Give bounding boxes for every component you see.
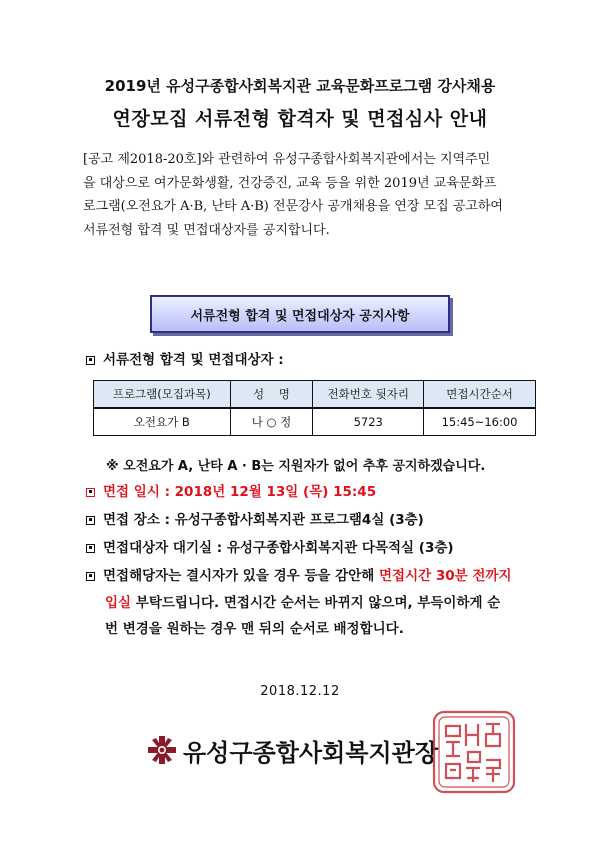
table-cell: 오전요가 B <box>94 408 231 436</box>
table-cell: 5723 <box>313 408 424 436</box>
notice-box-label: 서류전형 합격 및 면접대상자 공지사항 <box>190 308 410 324</box>
notice-date: 2018.12.12 <box>260 684 340 699</box>
title-line-1: 2019년 유성구종합사회복지관 교육문화프로그램 강사채용 <box>104 77 496 95</box>
intro-line: 을 대상으로 여가문화생활, 건강증진, 교육 등을 위한 2019년 교육문화프 <box>83 175 497 191</box>
notice-box <box>150 295 450 333</box>
instruction-highlight-entry: 입실 <box>105 595 132 611</box>
instruction-highlight: 면접시간 30분 전까지 <box>378 568 512 584</box>
official-seal-stamp <box>430 708 518 796</box>
interview-date-text: 면접 일시 : 2018년 12월 13일 (목) 15:45 <box>103 484 377 500</box>
table-header-row <box>94 381 536 409</box>
table-row <box>94 408 536 436</box>
table-cell: 15:45~16:00 <box>424 408 536 436</box>
note-text: ※ 오전요가 A, 난타 A · B는 지원자가 없어 추후 공지하겠습니다. <box>106 459 486 474</box>
candidate-table <box>93 380 536 436</box>
title-line-2: 연장모집 서류전형 합격자 및 면접심사 안내 <box>112 108 488 130</box>
square-bullet-icon <box>86 488 95 497</box>
instruction-item <box>86 564 512 584</box>
square-bullet-icon <box>86 572 95 581</box>
column-header: 성 명 <box>230 381 313 409</box>
instruction-text-a: 면접해당자는 결시자가 있을 경우 등을 감안해 <box>103 568 379 584</box>
caritas-logo-icon <box>147 735 177 765</box>
intro-line: 로그램(오전요가 A·B, 난타 A·B) 전문강사 공개채용을 연장 모집 공고하여 <box>83 199 503 214</box>
intro-line: 서류전형 합격 및 면접대상자를 공지합니다. <box>83 222 330 238</box>
table-cell: 나 ○ 정 <box>230 408 313 436</box>
section-heading-text: 서류전형 합격 및 면접대상자 : <box>103 352 284 368</box>
instruction-text-b: 부탁드립니다. 면접시간 순서는 바뀌지 않으며, 부득이하게 순 <box>131 595 501 611</box>
instruction-line-2 <box>105 591 500 611</box>
interview-date-item <box>86 480 376 500</box>
square-bullet-icon <box>86 516 95 525</box>
column-header: 전화번호 뒷자리 <box>313 381 424 409</box>
interview-place-text: 면접 장소 : 유성구종합사회복지관 프로그램4실 (3층) <box>103 512 424 528</box>
column-header: 프로그램(모집과목) <box>94 381 231 409</box>
intro-line: [공고 제2018-20호]와 관련하여 유성구종합사회복지관에서는 지역주민 <box>83 152 491 167</box>
interview-place-item <box>86 508 424 528</box>
square-bullet-icon <box>86 544 95 553</box>
intro-paragraph <box>83 148 543 242</box>
section-heading <box>86 348 284 368</box>
organization-name: 유성구종합사회복지관장 <box>183 738 439 767</box>
organization-signature <box>147 733 438 767</box>
waiting-room-text: 면접대상자 대기실 : 유성구종합사회복지관 다목적실 (3층) <box>103 540 454 556</box>
column-header: 면접시간순서 <box>424 381 536 409</box>
instruction-line-3: 번 변경을 원하는 경우 맨 뒤의 순서로 배정합니다. <box>105 621 404 637</box>
waiting-room-item <box>86 536 454 556</box>
square-bullet-icon <box>86 356 95 365</box>
